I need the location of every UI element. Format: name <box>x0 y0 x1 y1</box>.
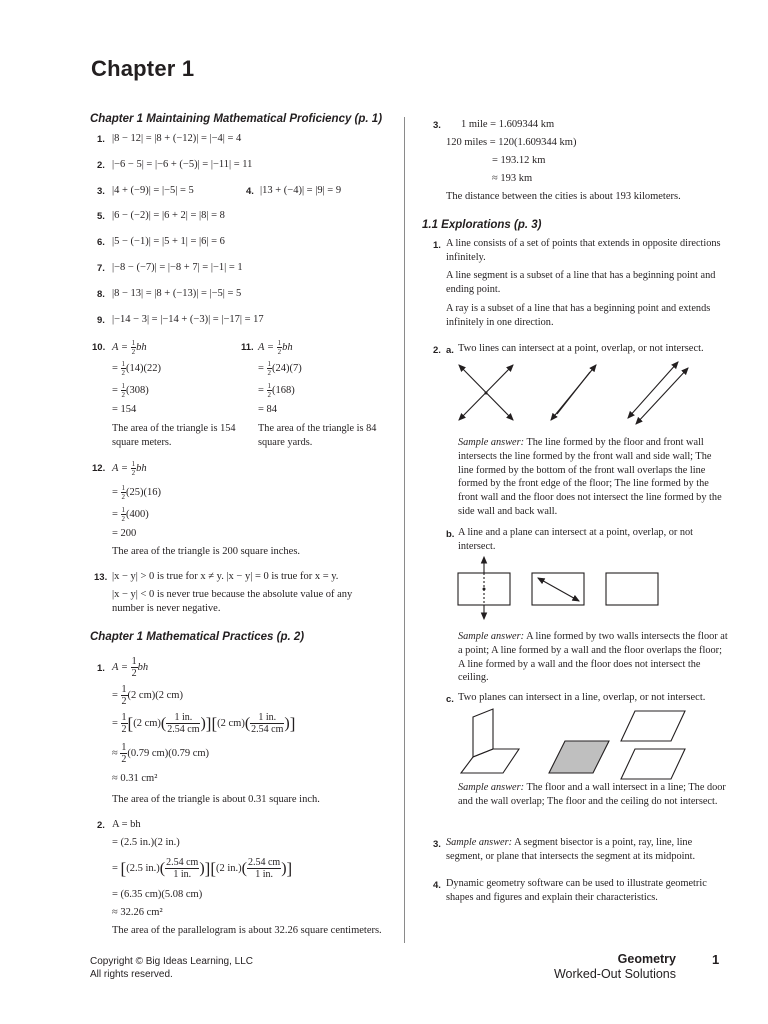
problem-number: 2. <box>433 345 441 356</box>
paragraph: Dynamic geometry software can be used to illustrate geometric shapes and figures and explain their characteristics. <box>446 878 707 903</box>
problem-number: 11. <box>241 342 254 353</box>
parallel-line-1 <box>628 362 678 418</box>
paragraph: Two planes can intersect in a line, overlap, or not intersect. <box>458 692 706 703</box>
fraction: $\frac{1}{2}$ <box>277 339 282 356</box>
sample-answer: Sample answer: The line formed by the floor and front wall intersects the line formed by the front wall and side wall; The line formed by the bottom of the front wall overlaps the line formed by the front edge of the floor; The line formed by the front wall and the floor does not intersect the line formed by the side wall and back wall. <box>458 437 722 517</box>
equation-line: = $\frac{1}{2}$ (24)(7) <box>258 360 302 377</box>
problem-number: 5. <box>97 211 105 222</box>
equation-line: = [(2.5 in.)( $\frac{2.54 cm}{1 in.}$ )][(2 in.)( $\frac{2.54 cm}{1 in.}$ )] <box>112 857 293 880</box>
problem-solution: |8 − 12| = |8 + (−12)| = |−4| = 4 <box>112 133 242 144</box>
plane <box>606 573 658 605</box>
section-heading-explorations: 1.1 Explorations (p. 3) <box>422 219 542 231</box>
problem-number: 2. <box>97 820 105 831</box>
rights-line: All rights reserved. <box>90 969 173 980</box>
problem-number: 10. <box>92 342 106 353</box>
part-label: a. <box>446 345 454 356</box>
answer-note: The area of the triangle is about 0.31 square inch. <box>112 794 320 805</box>
section-heading-mmp: Chapter 1 Maintaining Mathematical Proficiency (p. 1) <box>90 113 383 125</box>
conversion-fraction: $\frac{1 in.}{2.54 cm}$ <box>167 712 200 735</box>
problem-number: 13. <box>94 572 108 583</box>
fraction: $\frac{1}{2}$ <box>121 742 127 765</box>
sample-answer: Sample answer: A segment bisector is a point, ray, line, line segment, or plane that intersects the segment at its midpoint. <box>446 837 696 862</box>
equation-line: = 84 <box>258 404 278 415</box>
problem-number: 8. <box>97 289 105 300</box>
problem-number: 1. <box>97 663 105 674</box>
fraction: $\frac{1}{2}$ <box>121 506 126 523</box>
fraction: $\frac{1}{2}$ <box>131 460 136 477</box>
copyright-line: Copyright © Big Ideas Learning, LLC <box>90 956 254 967</box>
book-title: Geometry <box>617 952 676 966</box>
equation-line: = $\frac{1}{2}$ (25)(16) <box>112 484 162 501</box>
problem-number: 2. <box>97 160 105 171</box>
equation-line: = $\frac{1}{2}$ (2 cm)(2 cm) <box>112 684 183 707</box>
problem-number: 3. <box>433 120 441 131</box>
problem-number: 4. <box>246 186 254 197</box>
paragraph: A line segment is a subset of a line that has a beginning point and ending point. <box>446 270 716 295</box>
intersection-point <box>483 588 486 591</box>
problem-solution: |13 + (−4)| = |9| = 9 <box>260 185 342 196</box>
page-number: 1 <box>712 952 720 967</box>
fraction: $\frac{1}{2}$ <box>121 484 126 501</box>
section-heading-mp: Chapter 1 Mathematical Practices (p. 2) <box>90 631 305 643</box>
chapter-title: Chapter 1 <box>91 56 195 81</box>
equation-line: 120 miles = 120(1.609344 km) <box>446 137 577 148</box>
column-divider <box>404 117 405 943</box>
problem-number: 4. <box>433 880 441 891</box>
equation-line: = (2.5 in.)(2 in.) <box>112 837 180 848</box>
conversion-fraction: $\frac{1 in.}{2.54 cm}$ <box>251 712 284 735</box>
fraction: $\frac{1}{2}$ <box>131 339 136 356</box>
problem-number: 1. <box>433 240 441 251</box>
equation-line: number is never negative. <box>112 603 221 614</box>
equation-line: 1 mile = 1.609344 km <box>461 119 555 130</box>
problem-number: 9. <box>97 315 105 326</box>
paragraph: A ray is a subset of a line that has a beginning point and extends infinitely in one direction. <box>446 303 711 328</box>
book-subtitle: Worked-Out Solutions <box>553 967 676 981</box>
part-label: c. <box>446 694 454 705</box>
fraction: $\frac{1}{2}$ <box>121 360 126 377</box>
problem-number: 12. <box>92 463 106 474</box>
problem-solution: |5 − (−1)| = |5 + 1| = |6| = 6 <box>112 236 225 247</box>
parallel-line-2 <box>636 368 688 424</box>
equation-line: A = $\frac{1}{2}$ bh <box>112 460 147 477</box>
problem-solution: |−6 − 5| = |−6 + (−5)| = |−11| = 11 <box>112 159 253 170</box>
problem-solution: |−14 − 3| = |−14 + (−3)| = |−17| = 17 <box>112 314 264 325</box>
part-label: b. <box>446 529 455 540</box>
answer-note: The area of the triangle is 84 square yards. <box>258 423 377 448</box>
footer-book-info <box>554 952 676 982</box>
problem-solution: |8 − 13| = |8 + (−13)| = |−5| = 5 <box>112 288 242 299</box>
fraction: $\frac{1}{2}$ <box>267 360 272 377</box>
equation-line: A = bh <box>112 819 141 830</box>
overlapping-line <box>557 372 590 414</box>
parallel-plane-top <box>621 711 685 741</box>
answer-note: The distance between the cities is about 193 kilometers. <box>446 191 681 202</box>
fraction: $\frac{1}{2}$ <box>267 382 272 399</box>
equation-line: = $\frac{1}{2}$ (14)(22) <box>112 360 162 377</box>
problem-solution: |6 − (−2)| = |6 + 2| = |8| = 8 <box>112 210 225 221</box>
sample-answer: Sample answer: The floor and a wall intersect in a line; The door and the wall overlap; The floor and the ceiling do not intersect. <box>458 782 726 807</box>
figure-planes <box>459 709 729 781</box>
problem-number: 3. <box>433 839 441 850</box>
equation-line: A = $\frac{1}{2}$ bh <box>112 339 147 356</box>
equation-line: ≈ 193 km <box>492 173 533 184</box>
equation-line: ≈ 0.31 cm² <box>112 773 158 784</box>
problem-number: 1. <box>97 134 105 145</box>
problem-number: 6. <box>97 237 105 248</box>
overlapping-line <box>538 578 579 601</box>
equation-line: = $\frac{1}{2}$ (400) <box>112 506 149 523</box>
equation-line: |x − y| < 0 is never true because the absolute value of any <box>112 589 353 600</box>
intersection-point <box>485 392 488 395</box>
problem-number: 7. <box>97 263 105 274</box>
equation-line: = 200 <box>112 528 137 539</box>
conversion-fraction: $\frac{2.54 cm}{1 in.}$ <box>247 857 281 880</box>
fraction: $\frac{1}{2}$ <box>131 656 137 679</box>
fraction: $\frac{1}{2}$ <box>121 684 127 707</box>
equation-line: = 193.12 km <box>492 155 546 166</box>
equation-line: = 154 <box>112 404 137 415</box>
fraction: $\frac{1}{2}$ <box>121 382 126 399</box>
problem-number: 3. <box>97 186 105 197</box>
figure-line-plane <box>456 553 656 621</box>
equation-line: = $\frac{1}{2}$ (168) <box>258 382 295 399</box>
figure-lines <box>456 362 696 424</box>
equation-line: = $\frac{1}{2}$ [(2 cm)( $\frac{1 in.}{2.54 cm}$ )][(2 cm)( $\frac{1 in.}{2.54 cm}$ )] <box>112 712 296 735</box>
problem-solution: |−8 − (−7)| = |−8 + 7| = |−1| = 1 <box>112 262 243 273</box>
answer-note: The area of the parallelogram is about 32.26 square centimeters. <box>112 925 382 936</box>
horizontal-plane <box>461 749 519 773</box>
paragraph: A line and a plane can intersect at a point, overlap, or not intersect. <box>458 527 694 552</box>
equation-line: A = $\frac{1}{2}$ bh <box>258 339 293 356</box>
equation-line: A = $\frac{1}{2}$ bh <box>112 656 149 679</box>
fraction: $\frac{1}{2}$ <box>121 712 127 735</box>
paragraph: Two lines can intersect at a point, overlap, or not intersect. <box>458 343 704 354</box>
footer-copyright <box>90 955 253 981</box>
equation-line: = $\frac{1}{2}$ (308) <box>112 382 149 399</box>
answer-note: The area of the triangle is 200 square inches. <box>112 546 301 557</box>
problem-solution: |4 + (−9)| = |−5| = 5 <box>112 185 194 196</box>
paragraph: A line consists of a set of points that extends in opposite directions infinitely. <box>446 238 721 263</box>
sample-answer: Sample answer: A line formed by two walls intersects the floor at a point; A line formed by a wall and the floor overlaps the floor; A line formed by a wall and the floor does not intersect the ceiling. <box>458 631 728 684</box>
equation-line: |x − y| > 0 is true for x ≠ y. |x − y| = 0 is true for x = y. <box>112 571 339 582</box>
equation-line: = (6.35 cm)(5.08 cm) <box>112 889 203 900</box>
overlapping-planes <box>549 741 609 773</box>
parallel-plane-bottom <box>621 749 685 779</box>
answer-note: The area of the triangle is 154 square meters. <box>112 423 236 448</box>
equation-line: ≈ 32.26 cm² <box>112 907 163 918</box>
conversion-fraction: $\frac{2.54 cm}{1 in.}$ <box>166 857 199 880</box>
equation-line: ≈ $\frac{1}{2}$ (0.79 cm)(0.79 cm) <box>112 742 210 765</box>
